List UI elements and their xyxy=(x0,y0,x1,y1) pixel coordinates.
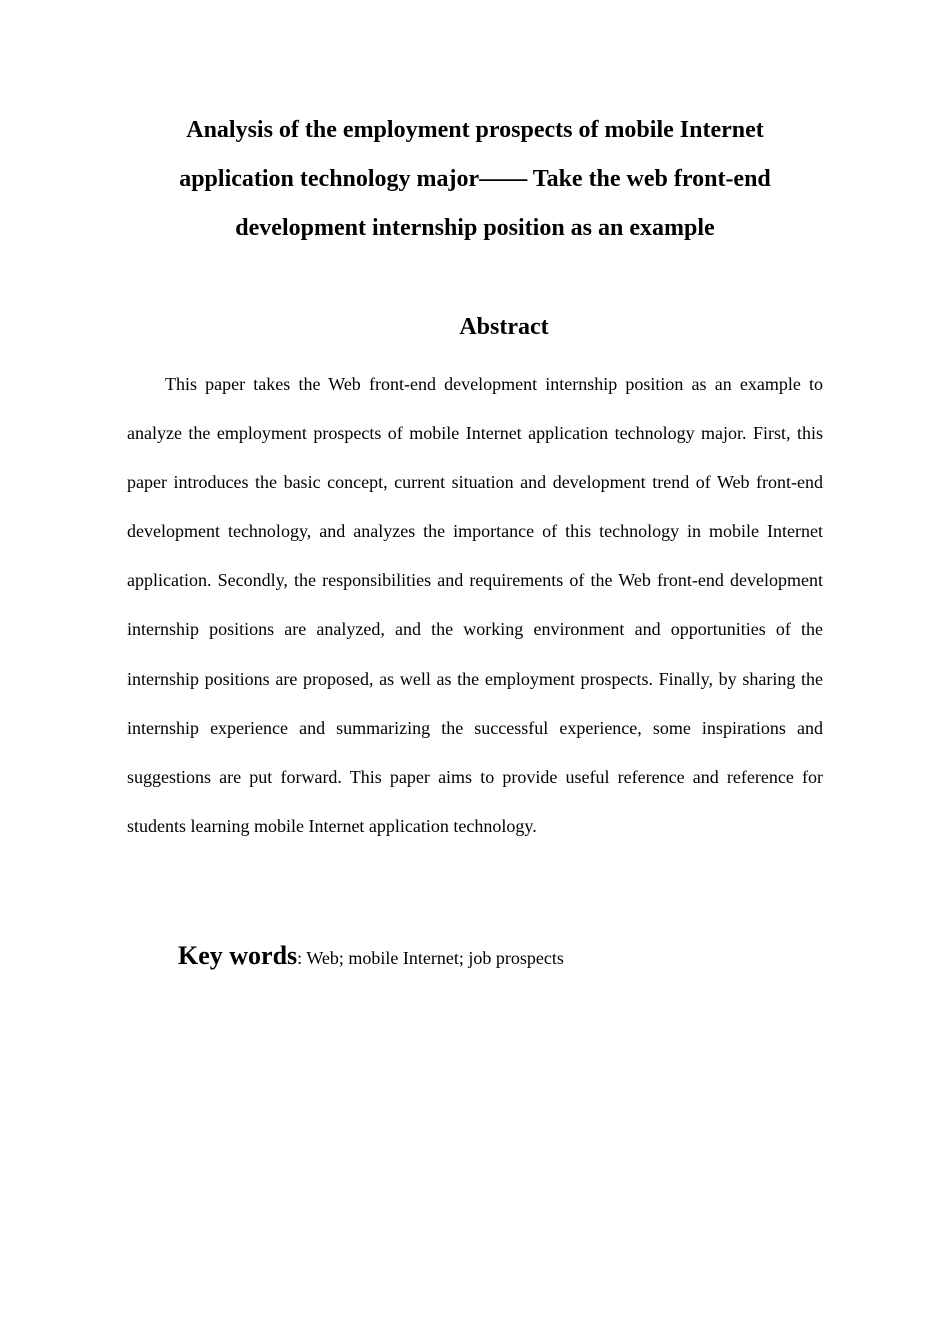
abstract-body: This paper takes the Web front-end development internship position as an example to analyze the employment prospects of mobile Internet application technology major. First, this paper introduces the basic concept, current situation and development trend of Web front-end development technology, and analyzes the importance of this technology in mobile Internet application. Secondly, the responsibilities and requirements of the Web front-end development internship positions are analyzed, and the working environment and opportunities of the internship positions are proposed, as well as the employment prospects. Finally, by sharing the internship experience and summarizing the successful experience, some inspirations and suggestions are put forward. This paper aims to provide useful reference and reference for students learning mobile Internet application technology. xyxy=(127,374,823,836)
paper-title: Analysis of the employment prospects of mobile Internet application technology major—— Take the web front-end development internship position as an example xyxy=(179,117,771,241)
keywords-text: Web; mobile Internet; job prospects xyxy=(306,948,564,968)
abstract-heading: Abstract xyxy=(459,314,549,340)
keywords-label: Key words xyxy=(178,941,298,970)
keywords-line xyxy=(178,935,823,979)
keywords-separator: : xyxy=(297,948,307,968)
